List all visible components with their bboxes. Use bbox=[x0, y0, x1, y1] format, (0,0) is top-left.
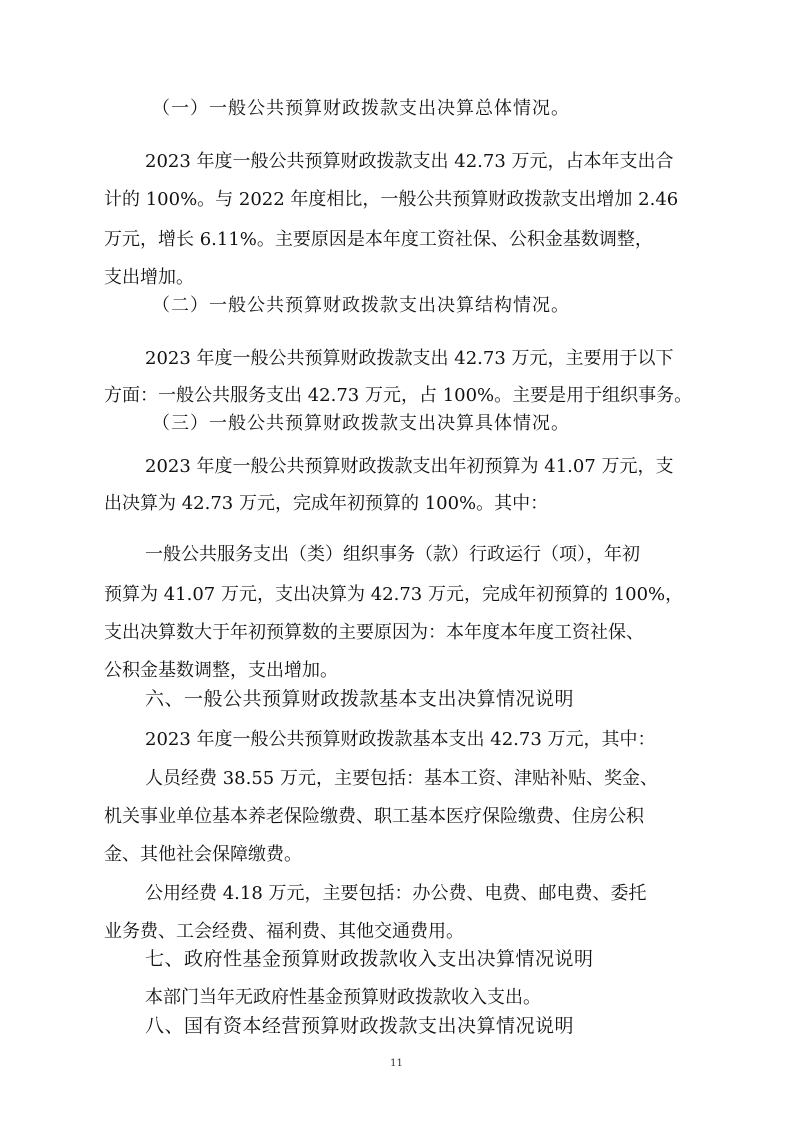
section-heading-6: 六、一般公共预算财政拨款基本支出决算情况说明 bbox=[145, 688, 575, 710]
paragraph-line: 出决算为 42.73 万元，完成年初预算的 100%。其中： bbox=[104, 493, 549, 514]
paragraph-line: 万元，增长 6.11%。主要原因是本年度工资社保、公积金基数调整， bbox=[104, 229, 653, 250]
paragraph-line: 2023 年度一般公共预算财政拨款支出 42.73 万元，主要用于以下 bbox=[145, 348, 674, 369]
section-heading-7: 七、政府性基金预算财政拨款收入支出决算情况说明 bbox=[145, 948, 594, 970]
paragraph-line: 一般公共服务支出（类）组织事务（款）行政运行（项），年初 bbox=[145, 544, 640, 565]
paragraph-line: 机关事业单位基本养老保险缴费、职工基本医疗保险缴费、住房公积 bbox=[104, 806, 644, 827]
paragraph-line: 支出决算数大于年初预算数的主要原因为：本年度本年度工资社保、 bbox=[104, 622, 644, 643]
subsection-heading-1: （一）一般公共预算财政拨款支出决算总体情况。 bbox=[152, 98, 570, 119]
paragraph-line: 公用经费 4.18 万元，主要包括：办公费、电费、邮电费、委托 bbox=[145, 883, 647, 904]
paragraph-line: 人员经费 38.55 万元，主要包括：基本工资、津贴补贴、奖金、 bbox=[145, 768, 658, 789]
section-heading-8: 八、国有资本经营预算财政拨款支出决算情况说明 bbox=[145, 1015, 575, 1037]
paragraph-line: 2023 年度一般公共预算财政拨款支出年初预算为 41.07 万元，支 bbox=[145, 456, 674, 477]
subsection-heading-3: （三）一般公共预算财政拨款支出决算具体情况。 bbox=[152, 413, 570, 434]
paragraph-line: 公积金基数调整，支出增加。 bbox=[104, 660, 338, 681]
paragraph-line: 金、其他社会保障缴费。 bbox=[104, 844, 302, 865]
paragraph-line: 支出增加。 bbox=[104, 267, 194, 288]
paragraph-line: 业务费、工会经费、福利费、其他交通费用。 bbox=[104, 921, 464, 942]
page-number: 11 bbox=[390, 1058, 403, 1069]
paragraph-line: 预算为 41.07 万元，支出决算为 42.73 万元，完成年初预算的 100%， bbox=[104, 584, 684, 605]
subsection-heading-2: （二）一般公共预算财政拨款支出决算结构情况。 bbox=[152, 295, 570, 316]
paragraph-line: 本部门当年无政府性基金预算财政拨款收入支出。 bbox=[145, 987, 541, 1008]
paragraph-line: 计的 100%。与 2022 年度相比，一般公共预算财政拨款支出增加 2.46 bbox=[104, 189, 679, 210]
paragraph-line: 方面：一般公共服务支出 42.73 万元，占 100%。主要是用于组织事务。 bbox=[104, 385, 693, 406]
paragraph-line: 2023 年度一般公共预算财政拨款支出 42.73 万元，占本年支出合 bbox=[145, 151, 674, 172]
paragraph-line: 2023 年度一般公共预算财政拨款基本支出 42.73 万元，其中： bbox=[145, 729, 656, 750]
